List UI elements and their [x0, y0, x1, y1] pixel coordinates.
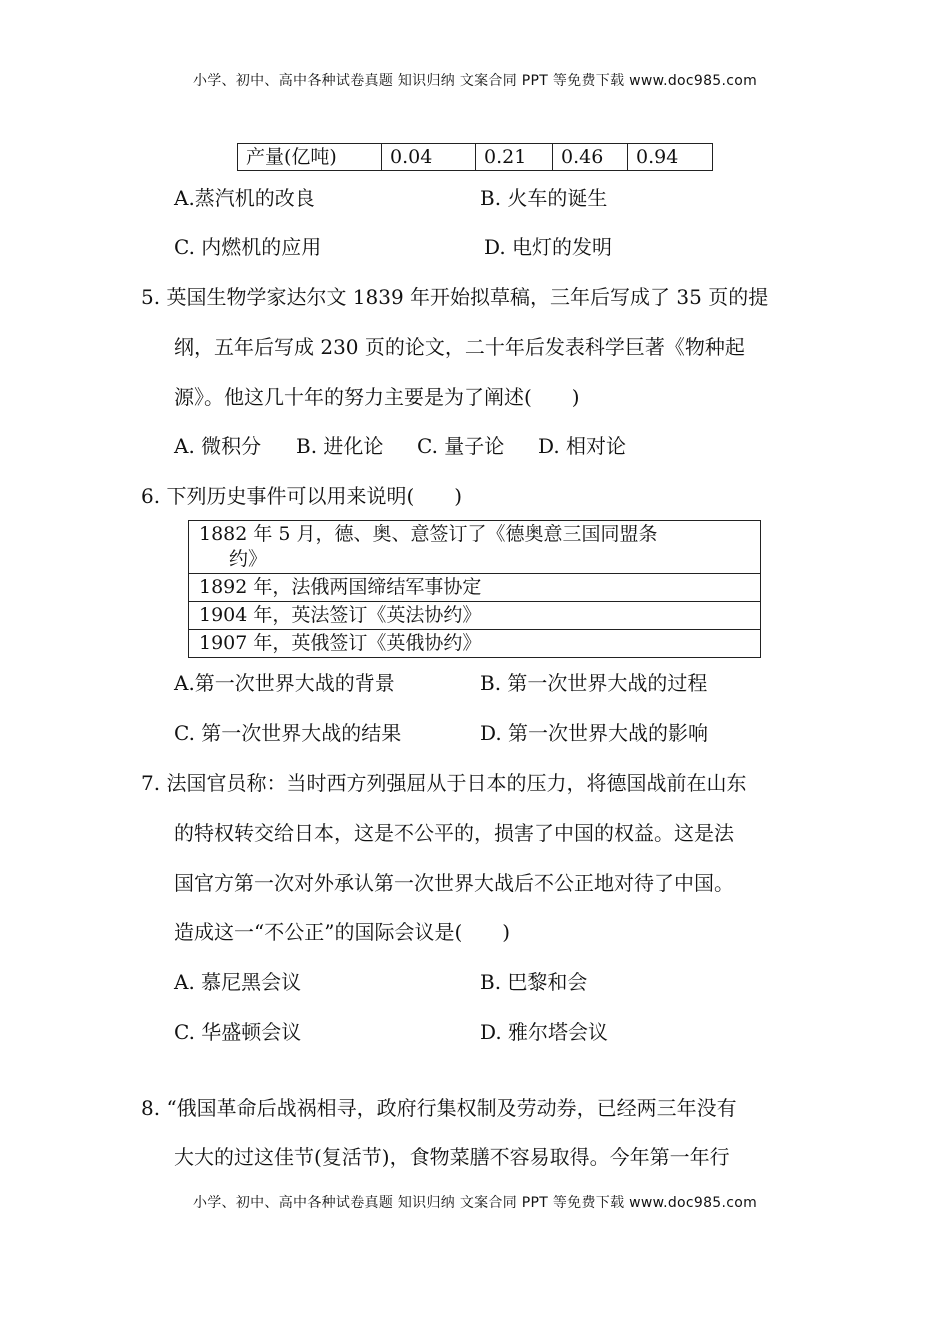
q4-option-c[interactable]: C. 内燃机的应用	[174, 235, 322, 259]
events-table	[188, 520, 761, 658]
production-value-cell: 0.04	[382, 144, 476, 171]
q4-option-d[interactable]: D. 电灯的发明	[484, 235, 613, 259]
q7-stem-line: 国官方第一次对外承认第一次世界大战后不公正地对待了中国。	[174, 871, 734, 895]
q4-option-b[interactable]: B. 火车的诞生	[480, 186, 608, 210]
q5-stem-line: 纲，五年后写成 230 页的论文，二十年后发表科学巨著《物种起	[174, 335, 745, 359]
q7-stem-line: 造成这一“不公正”的国际会议是( )	[174, 920, 511, 944]
production-value-cell: 0.21	[476, 144, 553, 171]
q6-option-d[interactable]: D. 第一次世界大战的影响	[480, 721, 709, 745]
events-row: 1907 年，英俄签订《英俄协约》	[189, 630, 761, 658]
page-header: 小学、初中、高中各种试卷真题 知识归纳 文案合同 PPT 等免费下载 www.doc985.com	[192, 73, 758, 89]
q5-option-d[interactable]: D. 相对论	[538, 434, 627, 458]
q7-option-d[interactable]: D. 雅尔塔会议	[480, 1020, 609, 1044]
q5-stem-line: 5. 英国生物学家达尔文 1839 年开始拟草稿，三年后写成了 35 页的提	[141, 285, 769, 309]
events-row	[189, 521, 761, 574]
q8-stem-line: 大大的过这佳节(复活节)，食物菜膳不容易取得。今年第一年行	[174, 1145, 730, 1169]
production-value-cell: 0.46	[553, 144, 628, 171]
events-row: 1904 年，英法签订《英法协约》	[189, 602, 761, 630]
events-row-text: 约》	[229, 548, 268, 570]
q5-stem-line: 源》。他这几十年的努力主要是为了阐述( )	[174, 385, 580, 409]
page-footer: 小学、初中、高中各种试卷真题 知识归纳 文案合同 PPT 等免费下载 www.doc985.com	[192, 1195, 758, 1211]
q6-option-a[interactable]: A.第一次世界大战的背景	[174, 671, 395, 695]
q7-stem-line: 7. 法国官员称：当时西方列强屈从于日本的压力，将德国战前在山东	[141, 771, 747, 795]
events-row-text: 1882 年 5 月，德、奥、意签订了《德奥意三国同盟条	[199, 523, 658, 545]
q7-option-b[interactable]: B. 巴黎和会	[480, 970, 588, 994]
q7-option-c[interactable]: C. 华盛顿会议	[174, 1020, 302, 1044]
q5-option-a[interactable]: A. 微积分	[174, 434, 262, 458]
q8-stem-line: 8. “俄国革命后战祸相寻，政府行集权制及劳动券，已经两三年没有	[141, 1096, 737, 1120]
production-table	[237, 143, 713, 171]
q6-option-b[interactable]: B. 第一次世界大战的过程	[480, 671, 708, 695]
production-label-cell: 产量(亿吨)	[238, 144, 382, 171]
q6-option-c[interactable]: C. 第一次世界大战的结果	[174, 721, 402, 745]
q6-stem: 6. 下列历史事件可以用来说明( )	[141, 484, 463, 508]
q5-option-b[interactable]: B. 进化论	[296, 434, 384, 458]
q7-option-a[interactable]: A. 慕尼黑会议	[174, 970, 302, 994]
q7-stem-line: 的特权转交给日本，这是不公平的，损害了中国的权益。这是法	[174, 821, 734, 845]
q4-option-a[interactable]: A.蒸汽机的改良	[174, 186, 315, 210]
events-row: 1892 年，法俄两国缔结军事协定	[189, 574, 761, 602]
q5-option-c[interactable]: C. 量子论	[417, 434, 505, 458]
production-value-cell: 0.94	[628, 144, 713, 171]
